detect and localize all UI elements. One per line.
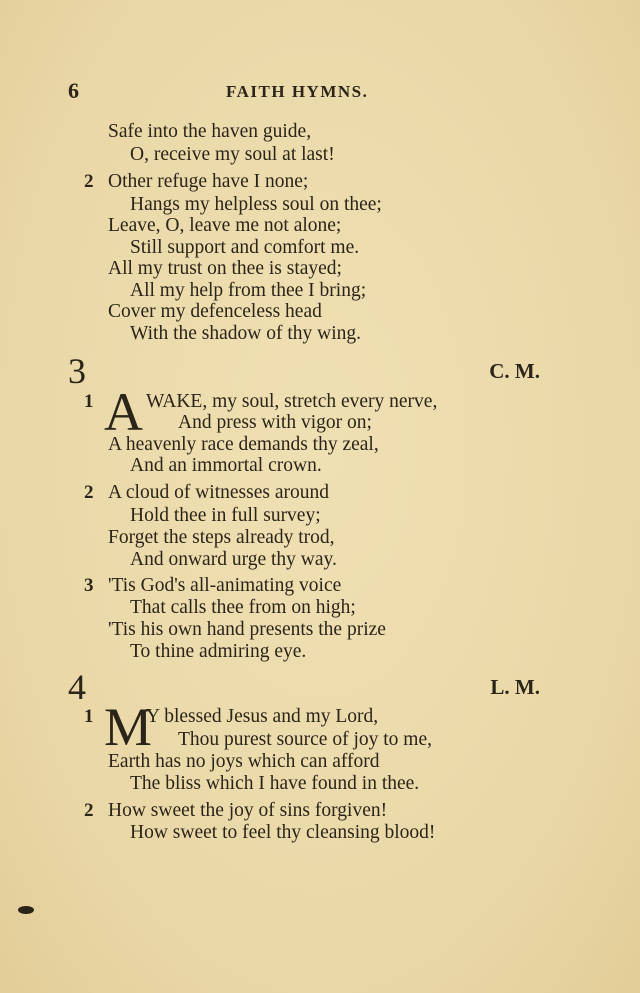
hymn-line: Still support and comfort me. [130, 237, 360, 258]
hymn-line: To thine admiring eye. [130, 641, 307, 662]
hymn-line: 'Tis his own hand presents the prize [108, 619, 386, 640]
verse-number: 2 [84, 482, 94, 503]
verse-number: 1 [84, 391, 94, 412]
hymn-line: Y blessed Jesus and my Lord, [146, 706, 379, 727]
hymn-line: Hold thee in full survey; [130, 505, 321, 526]
hymn-line: Thou purest source of joy to me, [178, 729, 432, 750]
drop-cap: M [104, 697, 153, 757]
hymn-line: And press with vigor on; [178, 412, 372, 433]
hymn-line: Safe into the haven guide, [108, 121, 312, 142]
hymn-line: A cloud of witnesses around [108, 482, 329, 503]
hymn-line: Leave, O, leave me not alone; [108, 215, 342, 236]
ink-blot [18, 906, 34, 914]
hymn-line: Hangs my helpless soul on thee; [130, 194, 382, 215]
hymn-line: With the shadow of thy wing. [130, 323, 362, 344]
hymn-line: And an immortal crown. [130, 455, 322, 476]
verse-number: 1 [84, 706, 94, 727]
hymn-line: How sweet the joy of sins forgiven! [108, 800, 388, 821]
hymn-number: 3 [68, 351, 86, 391]
hymn-line: All my trust on thee is stayed; [108, 258, 342, 279]
verse-number: 2 [84, 800, 94, 821]
hymn-meter: C. M. [489, 359, 540, 383]
hymn-line: Earth has no joys which can afford [108, 751, 380, 772]
hymn-line: The bliss which I have found in thee. [130, 773, 420, 794]
hymn-line: How sweet to feel thy cleansing blood! [130, 822, 436, 843]
hymn-line: Other refuge have I none; [108, 171, 309, 192]
verse-number: 2 [84, 171, 94, 192]
hymn-line: A heavenly race demands thy zeal, [108, 434, 379, 455]
verse-number: 3 [84, 575, 94, 596]
drop-cap: A [104, 382, 143, 442]
hymn-line: 'Tis God's all-animating voice [108, 575, 342, 596]
hymn-meter: L. M. [490, 675, 540, 699]
running-title: FAITH HYMNS. [226, 82, 369, 101]
hymn-line: Cover my defenceless head [108, 301, 322, 322]
hymn-line: That calls thee from on high; [130, 597, 356, 618]
hymn-line: Forget the steps already trod, [108, 527, 335, 548]
page-number: 6 [68, 78, 79, 103]
hymn-line: And onward urge thy way. [130, 549, 337, 570]
hymn-line: WAKE, my soul, stretch every nerve, [146, 391, 438, 412]
hymn-number: 4 [68, 667, 86, 707]
hymn-line: O, receive my soul at last! [130, 144, 335, 165]
hymn-line: All my help from thee I bring; [130, 280, 367, 301]
